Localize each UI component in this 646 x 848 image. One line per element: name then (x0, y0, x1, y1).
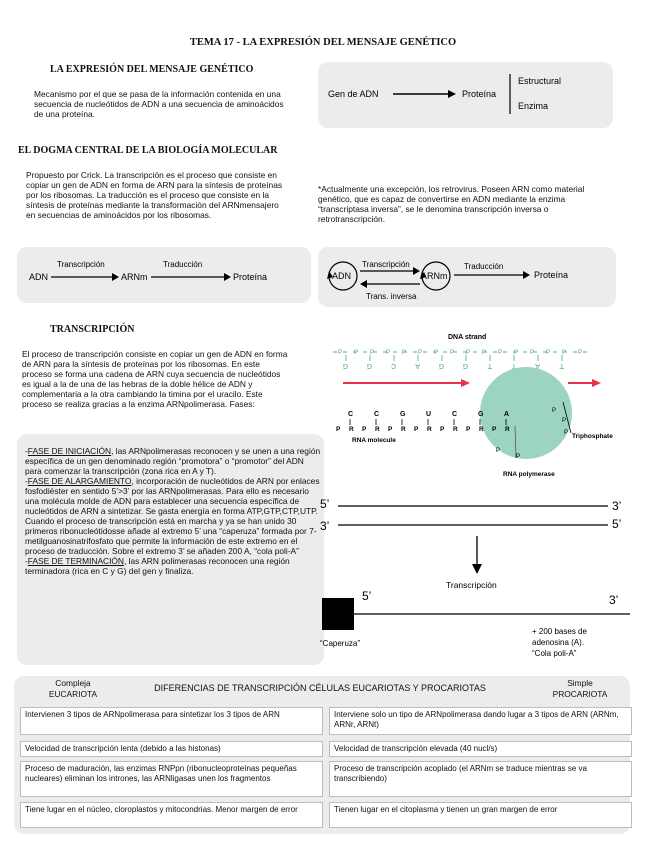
rna-backbone-p: P (362, 426, 367, 433)
table-row (20, 707, 632, 735)
eukaryote-head: Compleja EUCARIOTA (48, 678, 98, 699)
protein-label: Proteína (462, 89, 497, 99)
rna-backbone-r: R (375, 426, 380, 433)
triphosphate-p2: P (562, 418, 567, 424)
dna-p-mark: P (482, 350, 487, 356)
mrna-transcription-label: Transcripción (446, 580, 497, 590)
rna-base: C (348, 411, 354, 418)
template-base: G (342, 362, 348, 369)
retro-arnm: ARNm (421, 271, 448, 281)
rna-backbone-p: P (466, 426, 471, 433)
dna-p-mark: P (434, 350, 439, 356)
retro-reverse: Trans. inversa (366, 292, 417, 301)
dna-three-prime-top: 3’ (612, 499, 622, 513)
triphosphate-label: Triphosphate (572, 433, 613, 440)
rna-polymerase-blob (480, 367, 572, 459)
rna-backbone-r: R (505, 426, 510, 433)
section-dogma-text: Propuesto por Crick. La transcripción es el proceso que consiste en copiar un gen de ADN en forma de ARN para la síntesis de proteínas por los ribosomas. La traducción es el proceso que consiste en la síntesis de proteínas mediante la transformación del ARNmensajero en secuencias de aminoácidos por los ribosomas. (26, 170, 283, 220)
mrna-five-prime: 5’ (362, 589, 372, 603)
table-row (20, 802, 632, 828)
table-cell-pro: Velocidad de transcripción elevada (40 nucl/s) (329, 741, 632, 757)
dna-top-strand (338, 350, 582, 356)
table-cell-pro: Proceso de transcripción acoplado (el ARNm se traduce mientras se va transcribiendo) (329, 761, 632, 797)
cap-box (322, 598, 354, 630)
retro-translation: Traducción (464, 262, 504, 271)
structural-label: Estructural (518, 76, 562, 86)
rna-base: G (400, 411, 406, 418)
phases-text (25, 446, 321, 576)
template-bases (343, 355, 564, 369)
dna-p-mark: P (578, 350, 583, 356)
dna-p-mark: P (514, 350, 519, 356)
rna-backbone-p: P (336, 426, 341, 433)
dna-p-mark: P (418, 350, 423, 356)
phase-terminacion: -FASE DE TERMINACIÓN, las ARN polimerasas reconocen una región terminadora (rica en C y G) del gen y finaliza. (25, 556, 290, 576)
rna-base: A (504, 411, 510, 418)
dna-p-mark: P (354, 350, 359, 356)
triphosphate-p1: P (552, 408, 557, 414)
table-cell-euk: Proceso de maduración, las enzimas RNPpn (ribonucleoproteínas pequeñas nucleares) eliminan los intrones, las ARNligasas unen los fragmentos (20, 761, 323, 797)
retro-transcription: Transcripción (362, 260, 410, 269)
retro-flow-diagram (318, 247, 616, 307)
cap-label: “Caperuza” (320, 639, 361, 648)
dna-p-mark: P (562, 350, 567, 356)
dogma-flow-diagram (17, 247, 311, 303)
triphosphate-p3: P (564, 430, 569, 436)
prokaryote-head: Simple PROCARIOTA (552, 678, 608, 699)
rna-backbone-r: R (479, 426, 484, 433)
section-expresion-text: Mecanismo por el que se pasa de la información contenida en una secuencia de nucleótidos de ADN a una secuencia de aminoácidos de una proteína. (34, 89, 284, 119)
rna-base: G (478, 411, 484, 418)
table-row (20, 761, 632, 797)
rna-backbone-p: P (492, 426, 497, 433)
rna-base: C (452, 411, 458, 418)
retro-adn: ADN (332, 271, 352, 281)
rna-backbone-r: R (401, 426, 406, 433)
rna-backbone-p: P (414, 426, 419, 433)
dna-three-prime-bottom: 3’ (320, 519, 330, 533)
rna-backbone-r: R (427, 426, 432, 433)
dna-five-prime-bottom: 5’ (612, 517, 622, 531)
template-base: T (559, 362, 564, 369)
table-cell-euk: Tiene lugar en el núcleo, cloroplastos y mitocondrias. Menor margen de error (20, 802, 323, 828)
template-base: G (366, 362, 372, 369)
template-base: A (535, 362, 540, 369)
p-free-2: P (516, 454, 521, 460)
section-transcripcion-title: TRANSCRIPCIÓN (50, 324, 135, 335)
tail-line-3: “Cola poli-A” (532, 649, 577, 658)
template-base: T (511, 362, 516, 369)
section-expresion-title: LA EXPRESIÓN DEL MENSAJE GENÉTICO (50, 64, 254, 75)
dna-five-prime-top: 5’ (320, 497, 330, 511)
dna-strand-label: DNA strand (448, 334, 487, 341)
retrovirus-note: *Actualmente una excepción, los retrovirus. Poseen ARN como material genético, que es capaz de convertirse en ADN mediante la enzima “transcriptasa inversa”, se le denomina transcripción inversa o retrotranscripción. (318, 184, 585, 224)
phase-iniciacion: -FASE DE INICIACIÓN, las ARNpolimerasas reconocen y se unen a una región específica de un gen denominado región “promotora” o “promotor” del ADN para comenzar la transcripción (zona rica en A y T). (25, 446, 321, 476)
page-title: TEMA 17 - LA EXPRESIÓN DEL MENSAJE GENÉTICO (189, 37, 457, 48)
tail-line-2: adenosina (A). (532, 638, 585, 647)
table-cell-pro: Tienen lugar en el citoplasma y tienen un gran margen de error (329, 802, 632, 828)
mrna-three-prime: 3’ (609, 593, 619, 607)
gene-label: Gen de ADN (328, 89, 379, 99)
template-base: G (438, 362, 444, 369)
p-free-1: P (496, 448, 501, 454)
table-title: DIFERENCIAS DE TRANSCRIPCIÓN CÉLULAS EUCARIOTAS Y PROCARIOTAS (154, 683, 486, 693)
template-base: G (462, 362, 468, 369)
enzyme-label: Enzima (518, 101, 549, 111)
section-dogma-title: EL DOGMA CENTRAL DE LA BIOLOGÍA MOLECULAR (18, 145, 278, 156)
rna-backbone-p: P (388, 426, 393, 433)
template-base: T (487, 362, 492, 369)
dna-p-mark: P (386, 350, 391, 356)
dna-p-mark: P (450, 350, 455, 356)
rna-base: C (374, 411, 380, 418)
retro-protein: Proteína (534, 270, 569, 280)
rna-polymerase-label: RNA polymerase (503, 471, 555, 478)
rna-base: U (426, 411, 432, 418)
gene-protein-diagram (318, 62, 613, 128)
flow-protein: Proteína (233, 272, 268, 282)
rna-backbone-p: P (440, 426, 445, 433)
flow-arnm: ARNm (121, 272, 148, 282)
template-base: A (415, 362, 420, 369)
flow-transcription: Transcripción (57, 260, 105, 269)
transcription-figure (328, 330, 620, 480)
rna-molecule-label: RNA molecule (352, 437, 396, 444)
mrna-diagram (318, 492, 636, 668)
dna-p-mark: P (338, 350, 343, 356)
dna-p-mark: P (530, 350, 535, 356)
flow-translation: Traducción (163, 260, 203, 269)
dna-p-mark: P (546, 350, 551, 356)
rna-backbone-r: R (349, 426, 354, 433)
phases-box (17, 434, 324, 665)
section-transcripcion-text: El proceso de transcripción consiste en copiar un gen de ADN en forma de ARN para la síntesis de proteínas por los ribosomas. En este proceso se forma una cadena de ARN cuya secuencia de nucleótidos es igual a la de una de las hebras de la doble hélice de ADN y complementaria a la otra cambiando la timina por el uracilo. Este proceso se realiza gracias a la enzima ARNpolimerasa. Fases: (22, 349, 288, 409)
dna-p-mark: P (466, 350, 471, 356)
dna-p-mark: P (498, 350, 503, 356)
table-cell-euk: Velocidad de transcripción lenta (debido a las histonas) (20, 741, 323, 757)
table-cell-euk: Intervienen 3 tipos de ARNpolimerasa para sintetizar los 3 tipos de ARN (20, 707, 323, 735)
tail-line-1: + 200 bases de (532, 627, 587, 636)
template-base: C (390, 362, 396, 369)
dna-p-mark: P (370, 350, 375, 356)
dna-p-mark: P (402, 350, 407, 356)
table-row (20, 741, 632, 757)
phase-alargamiento: -FASE DE ALARGAMIENTO, incorporación de nucleótidos de ARN por enlaces fosfodiéster en sentido 5’>3’ por las ARNpolimerasas. Para ello es necesario una molécula molde de ADN para establecer una secuencia específica de nucleótidos de ARN a sintetizar. Se gasta energía en forma ATP,GTP,CTP,UTP. Cuando el proceso de transcripción está en marcha y ya se han unido 30 primeros ribonucleótidosse añade al extremo 5’ una “caperuza” formada por 7-metilguanosinatrifosfato que permite la información de este extremo en el proceso de traducción. Sobre el extremo 3’ se añaden 200 A, “cola poli-A” (25, 476, 320, 556)
flow-adn: ADN (29, 272, 49, 282)
rna-backbone-r: R (453, 426, 458, 433)
table-cell-pro: Interviene solo un tipo de ARNpolimerasa dando lugar a 3 tipos de ARN (ARNm, ARNr, ARNt) (329, 707, 632, 735)
